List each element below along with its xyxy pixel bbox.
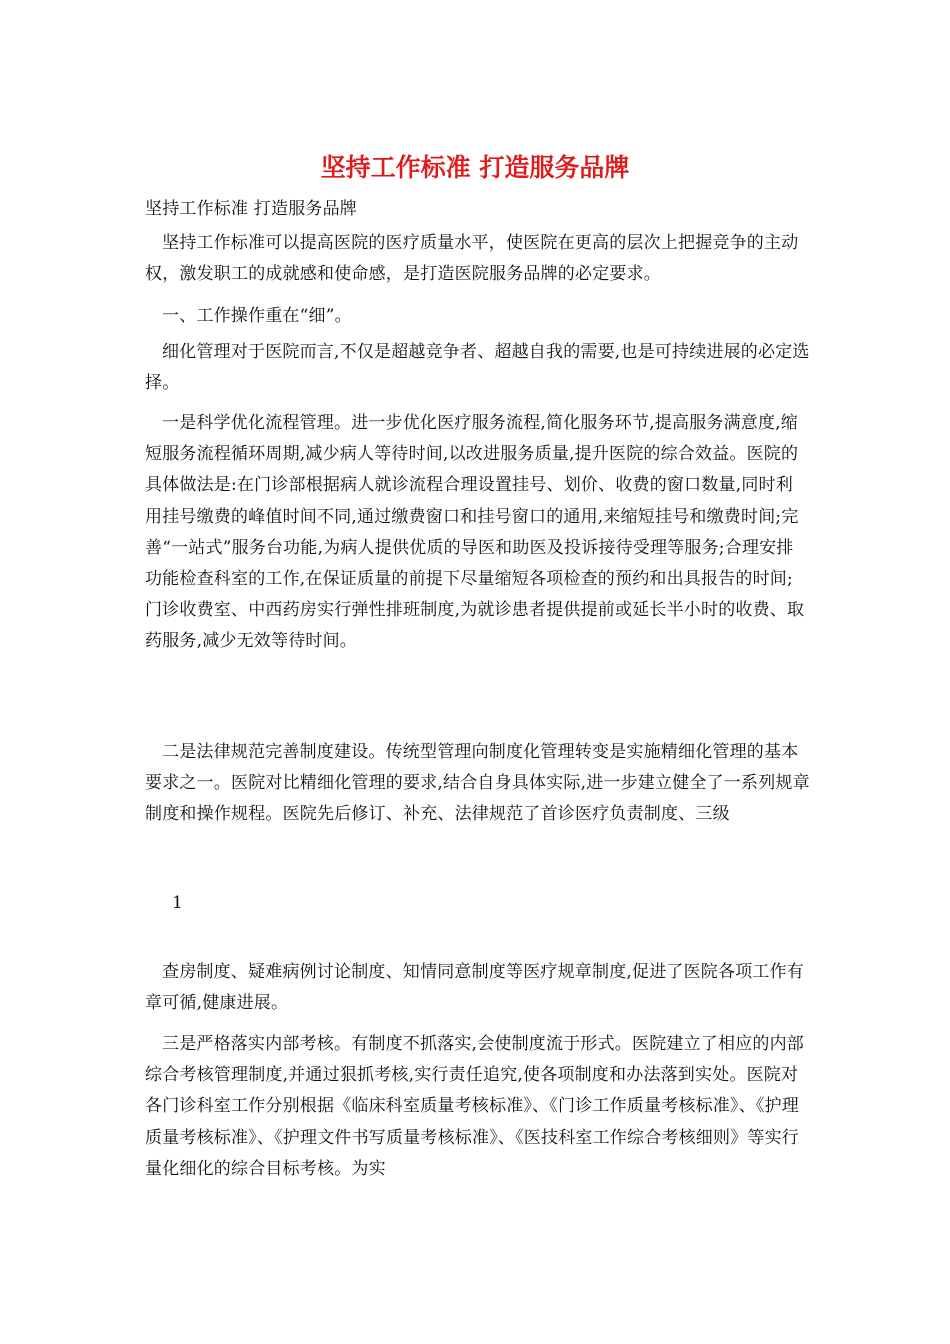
paragraph-refinement: 细化管理对于医院而言,不仅是超越竞争者、超越自我的需要,也是可持续进展的必定选择。	[145, 342, 810, 394]
document-title: 坚持工作标准 打造服务品牌	[320, 153, 630, 182]
paragraph-system-continuation: 查房制度、疑难病例讨论制度、知情同意制度等医疗规章制度,促进了医院各项工作有章可循,健康进展。	[145, 962, 805, 1014]
paragraph-intro: 坚持工作标准可以提高医院的医疗质量水平，使医院在更高的层次上把握竞争的主动权，激发职工的成就感和使命感，是打造医院服务品牌的必定要求。	[145, 233, 799, 285]
document-subtitle: 坚持工作标准 打造服务品牌	[145, 199, 358, 219]
page-number: 1	[172, 893, 183, 913]
section-heading-1: 一、工作操作重在“细”。	[162, 306, 352, 326]
paragraph-internal-assessment: 三是严格落实内部考核。有制度不抓落实,会使制度流于形式。医院建立了相应的内部综合考核管理制度,并通过狠抓考核,实行责任追究,使各项制度和办法落到实处。医院对各门诊科室工作分别根据《临床科室质量考核标准》、《门诊工作质量考核标准》、《护理质量考核标准》、《护理文件书写质量考核标准》、《医技科室工作综合考核细则》等实行量化细化的综合目标考核。为实	[145, 1034, 805, 1179]
paragraph-process-management: 一是科学优化流程管理。进一步优化医疗服务流程,简化服务环节,提高服务满意度,缩短服务流程循环周期,减少病人等待时间,以改进服务质量,提升医院的综合效益。医院的具体做法是:在门诊部根据病人就诊流程合理设置挂号、划价、收费的窗口数量,同时利用挂号缴费的峰值时间不同,通过缴费窗口和挂号窗口的通用,来缩短挂号和缴费时间;完善“一站式”服务台功能,为病人提供优质的导医和助医及投诉接待受理等服务;合理安排功能检查科室的工作,在保证质量的前提下尽量缩短各项检查的预约和出具报告的时间;门诊收费室、中西药房实行弹性排班制度,为就诊患者提供提前或延长半小时的收费、取药服务,减少无效等待时间。	[145, 413, 805, 652]
paragraph-system-building: 二是法律规范完善制度建设。传统型管理向制度化管理转变是实施精细化管理的基本要求之一。医院对比精细化管理的要求,结合自身具体实际,进一步建立健全了一系列规章制度和操作规程。医院先后修订、补充、法律规范了首诊医疗负责制度、三级	[145, 742, 810, 825]
